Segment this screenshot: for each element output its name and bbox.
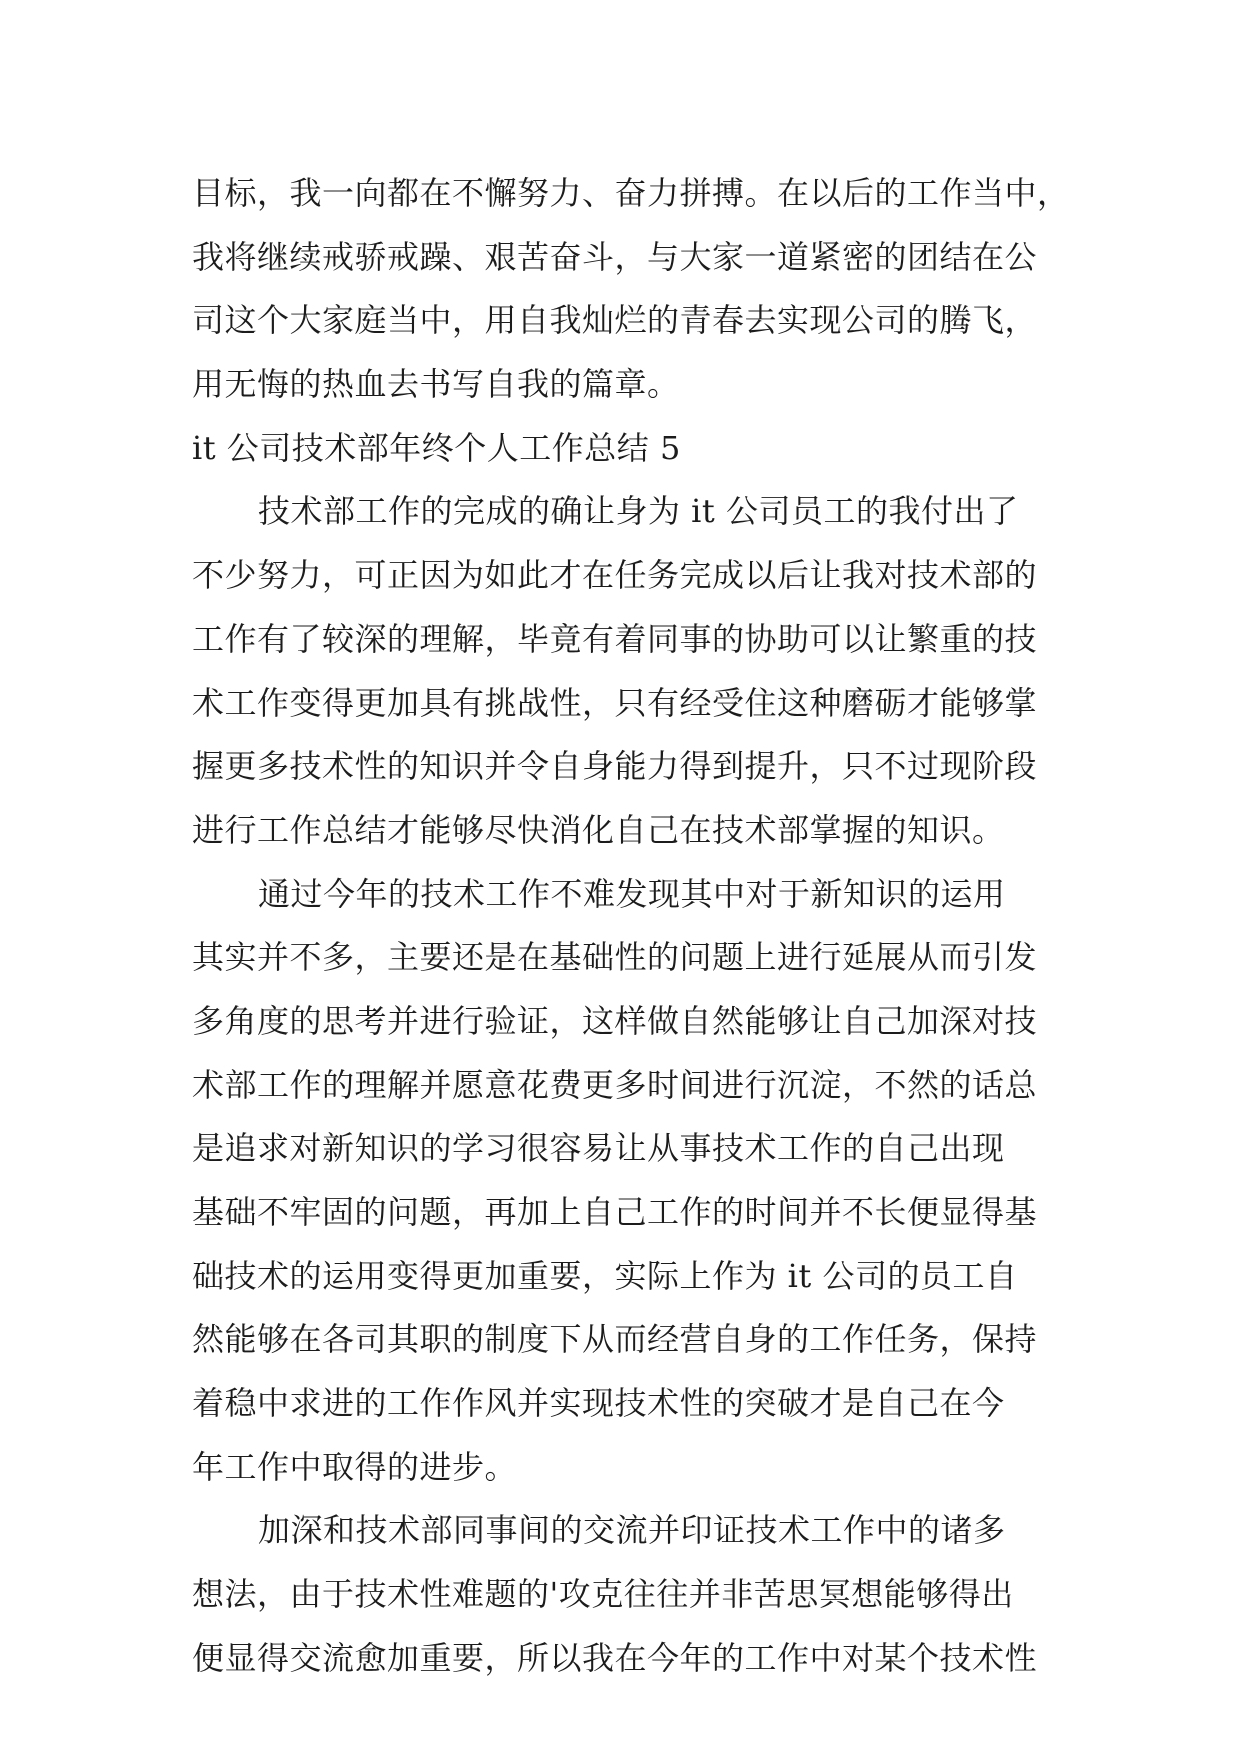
section-heading: it 公司技术部年终个人工作总结 5 xyxy=(192,428,681,467)
text-line: 是追求对新知识的学习很容易让从事技术工作的自己出现 xyxy=(192,1129,1005,1168)
text-line: 着稳中求进的工作作风并实现技术性的突破才是自己在今 xyxy=(192,1384,1005,1423)
text-line: 技术部工作的完成的确让身为 it 公司员工的我付出了 xyxy=(258,492,1019,531)
text-line: 加深和技术部同事间的交流并印证技术工作中的诸多 xyxy=(258,1511,1006,1550)
text-line: 工作有了较深的理解，毕竟有着同事的协助可以让繁重的技 xyxy=(192,619,1038,658)
text-line: 握更多技术性的知识并令自身能力得到提升，只不过现阶段 xyxy=(192,747,1038,786)
text-line: 基础不牢固的问题，再加上自己工作的时间并不长便显得基 xyxy=(192,1193,1038,1231)
text-line: 我将继续戒骄戒躁、艰苦奋斗，与大家一道紧密的团结在公 xyxy=(192,237,1038,276)
text-line: 想法，由于技术性难题的'攻克往往并非苦思冥想能够得出 xyxy=(192,1575,1014,1614)
text-line: 然能够在各司其职的制度下从而经营自身的工作任务，保持 xyxy=(192,1320,1038,1359)
text-line: 年工作中取得的进步。 xyxy=(192,1447,518,1486)
text-line: 多角度的思考并进行验证，这样做自然能够让自己加深对技 xyxy=(192,1001,1038,1040)
text-line: 其实并不多，主要还是在基础性的问题上进行延展从而引发 xyxy=(192,938,1038,977)
text-line: 术工作变得更加具有挑战性，只有经受住这种磨砺才能够掌 xyxy=(192,683,1038,722)
text-line: 目标，我一向都在不懈努力、奋力拼搏。在以后的工作当中， xyxy=(192,174,1070,212)
text-line: 通过今年的技术工作不难发现其中对于新知识的运用 xyxy=(258,874,1006,913)
text-line: 术部工作的理解并愿意花费更多时间进行沉淀，不然的话总 xyxy=(192,1065,1038,1104)
text-line: 础技术的运用变得更加重要，实际上作为 it 公司的员工自 xyxy=(192,1256,1018,1295)
text-line: 便显得交流愈加重要，所以我在今年的工作中对某个技术性 xyxy=(192,1638,1038,1677)
text-line: 用无悔的热血去书写自我的篇章。 xyxy=(192,365,680,404)
text-line: 不少努力，可正因为如此才在任务完成以后让我对技术部的 xyxy=(192,556,1038,595)
text-line: 司这个大家庭当中，用自我灿烂的青春去实现公司的腾飞， xyxy=(192,301,1038,340)
text-line: 进行工作总结才能够尽快消化自己在技术部掌握的知识。 xyxy=(192,810,1005,849)
document-body xyxy=(192,162,1070,1691)
